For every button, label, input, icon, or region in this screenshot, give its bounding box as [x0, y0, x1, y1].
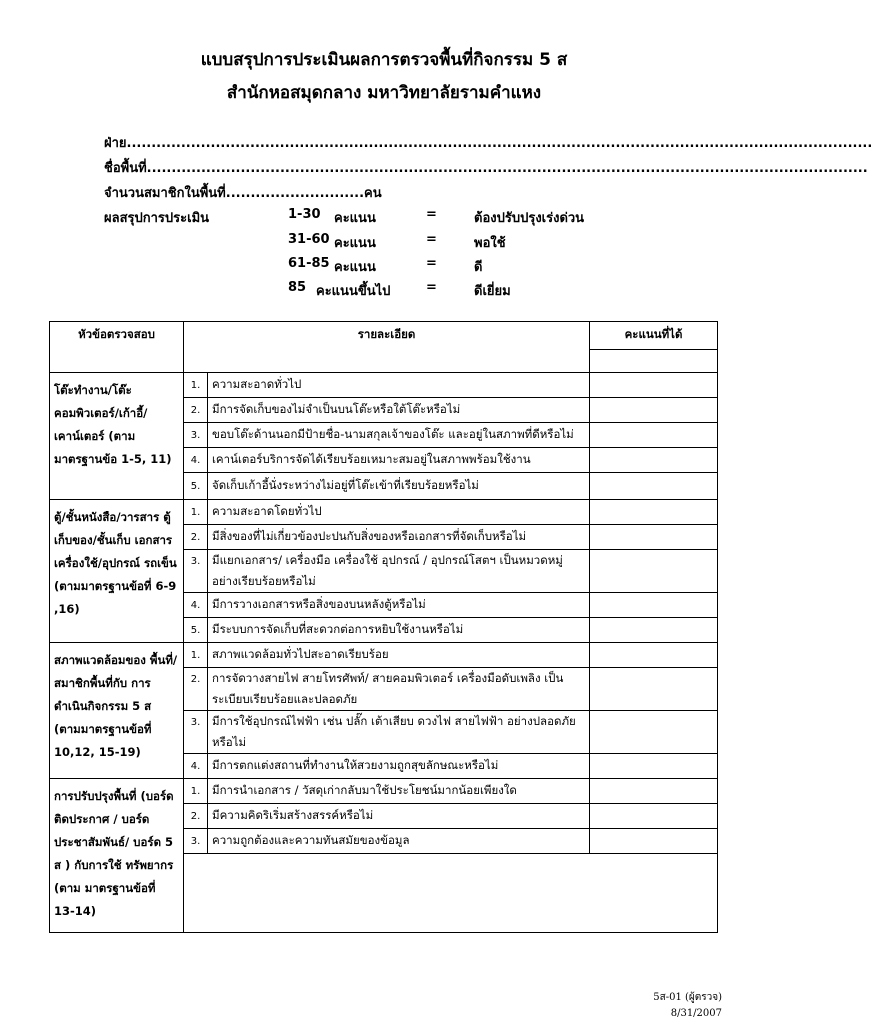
item-text: มีการใช้อุปกรณ์ไฟฟ้า เช่น ปลั๊ก เต้าเสียบ ดวงไฟ สายไฟฟ้า อย่างปลอดภัย หรือไม่: [208, 711, 590, 754]
score-cell[interactable]: [590, 711, 718, 754]
score-cell[interactable]: [590, 668, 718, 711]
score-cell[interactable]: [590, 618, 718, 643]
score-cell[interactable]: [590, 473, 718, 500]
score-eq: =: [426, 256, 437, 271]
score-eq: =: [426, 232, 437, 247]
evaluation-table: [49, 321, 718, 933]
score-unit: คะแนน: [334, 236, 376, 251]
score-range: 85: [288, 280, 307, 295]
item-text: ความสะอาดโดยทั่วไป: [208, 500, 590, 525]
score-range: 61-85: [288, 256, 330, 271]
item-number: 4.: [184, 448, 208, 473]
score-cell[interactable]: [590, 373, 718, 398]
score-cell[interactable]: [590, 500, 718, 525]
item-number: 1.: [184, 500, 208, 525]
item-number: 3.: [184, 829, 208, 854]
header-topic: หัวข้อตรวจสอบ: [50, 322, 184, 373]
item-text: มีการวางเอกสารหรือสิ่งของบนหลังตู้หรือไม่: [208, 593, 590, 618]
score-unit: คะแนนขึ้นไป: [316, 284, 391, 299]
score-cell[interactable]: [590, 829, 718, 854]
section-topic: ตู้/ชั้นหนังสือ/วารสาร ตู้เก็บของ/ชั้นเก็บ เอกสาร เครื่องใช้/อุปกรณ์ รถเข็น (ตามมาตรฐานข้อที่ 6-9 ,16): [50, 500, 184, 643]
score-cell[interactable]: [590, 804, 718, 829]
score-cell[interactable]: [590, 550, 718, 593]
item-number: 2.: [184, 804, 208, 829]
item-text: มีการจัดเก็บของไม่จำเป็นบนโต๊ะหรือใต้โต๊ะหรือไม่: [208, 398, 590, 423]
score-cell[interactable]: [590, 525, 718, 550]
form-date: 8/31/2007: [670, 1008, 722, 1019]
score-range: 31-60: [288, 232, 330, 247]
item-text: มีสิ่งของที่ไม่เกี่ยวข้องปะปนกับสิ่งของหรือเอกสารที่จัดเก็บหรือไม่: [208, 525, 590, 550]
page-subtitle: สำนักหอสมุดกลาง มหาวิทยาลัยรามคำแหง: [226, 83, 542, 103]
item-text: การจัดวางสายไฟ สายโทรศัพท์/ สายคอมพิวเตอร์ เครื่องมือดับเพลิง เป็นระเบียบเรียบร้อยและปลอดภัย: [208, 668, 590, 711]
item-text: มีระบบการจัดเก็บที่สะดวกต่อการหยิบใช้งานหรือไม่: [208, 618, 590, 643]
score-meaning: ดี: [474, 260, 483, 275]
score-unit: คะแนน: [334, 211, 376, 226]
item-text: สภาพแวดล้อมทั่วไปสะอาดเรียบร้อย: [208, 643, 590, 668]
item-number: 4.: [184, 593, 208, 618]
page-title: แบบสรุปการประเมินผลการตรวจพื้นที่กิจกรรม 5 ส: [200, 50, 568, 70]
header-score: คะแนนที่ได้: [590, 322, 718, 350]
members-field: จำนวนสมาชิกในพื้นที่............................คน: [104, 186, 382, 201]
item-text: มีความคิดริเริ่มสร้างสรรค์หรือไม่: [208, 804, 590, 829]
item-number: 4.: [184, 754, 208, 779]
score-cell[interactable]: [590, 643, 718, 668]
item-number: 3.: [184, 550, 208, 593]
item-number: 2.: [184, 525, 208, 550]
section-topic: สภาพแวดล้อมของ พื้นที่/ สมาชิกพื้นที่กับ การดำเนินกิจกรรม 5 ส (ตามมาตรฐานข้อที่ 10,12, 15-19): [50, 643, 184, 779]
item-text: มีการนำเอกสาร / วัสดุเก่ากลับมาใช้ประโยชน์มากน้อยเพียงใด: [208, 779, 590, 804]
item-number: 2.: [184, 398, 208, 423]
item-number: 5.: [184, 618, 208, 643]
form-code: 5ส-01 (ผู้ตรวจ): [653, 992, 722, 1003]
score-meaning: พอใช้: [474, 236, 506, 251]
score-eq: =: [426, 207, 437, 222]
score-cell[interactable]: [590, 448, 718, 473]
item-text: ความสะอาดทั่วไป: [208, 373, 590, 398]
score-cell[interactable]: [590, 423, 718, 448]
item-number: 1.: [184, 643, 208, 668]
item-number: 5.: [184, 473, 208, 500]
item-text: จัดเก็บเก้าอี้นั่งระหว่างไม่อยู่ที่โต๊ะเข้าที่เรียบร้อยหรือไม่: [208, 473, 590, 500]
item-number: 1.: [184, 373, 208, 398]
score-cell[interactable]: [590, 398, 718, 423]
score-eq: =: [426, 280, 437, 295]
section-topic: การปรับปรุงพื้นที่ (บอร์ดติดประกาศ / บอร์ดประชาสัมพันธ์/ บอร์ด 5 ส ) กับการใช้ ทรัพยากร (ตาม มาตรฐานข้อที่ 13-14): [50, 779, 184, 933]
header-detail: รายละเอียด: [184, 322, 590, 373]
department-field: ฝ่าย.......................................................................................................................................................: [104, 136, 872, 151]
score-meaning: ต้องปรับปรุงเร่งด่วน: [474, 211, 585, 226]
item-text: มีแยกเอกสาร/ เครื่องมือ เครื่องใช้ อุปกรณ์ / อุปกรณ์โสตฯ เป็นหมวดหมู่ อย่างเรียบร้อยหรือไม่: [208, 550, 590, 593]
score-cell[interactable]: [590, 349, 718, 372]
score-range: 1-30: [288, 207, 321, 222]
item-number: 2.: [184, 668, 208, 711]
section-topic: โต๊ะทำงาน/โต๊ะ คอมพิวเตอร์/เก้าอี้/ เคาน์เตอร์ (ตามมาตรฐานข้อ 1-5, 11): [50, 373, 184, 500]
score-cell[interactable]: [590, 754, 718, 779]
score-cell[interactable]: [590, 593, 718, 618]
item-text: ความถูกต้องและความทันสมัยของข้อมูล: [208, 829, 590, 854]
item-number: 3.: [184, 711, 208, 754]
score-unit: คะแนน: [334, 260, 376, 275]
result-label: ผลสรุปการประเมิน: [104, 211, 210, 226]
item-text: เคาน์เตอร์บริการจัดได้เรียบร้อยเหมาะสมอยู่ในสภาพพร้อมใช้งาน: [208, 448, 590, 473]
item-text: ขอบโต๊ะด้านนอกมีป้ายชื่อ-นามสกุลเจ้าของโต๊ะ และอยู่ในสภาพที่ดีหรือไม่: [208, 423, 590, 448]
item-text: มีการตกแต่งสถานที่ทำงานให้สวยงามถูกสุขลักษณะหรือไม่: [208, 754, 590, 779]
score-meaning: ดีเยี่ยม: [474, 284, 511, 299]
item-number: 3.: [184, 423, 208, 448]
item-number: 1.: [184, 779, 208, 804]
notes-cell[interactable]: [184, 854, 718, 933]
area-name-field: ชื่อพื้นที่..................................................................................................................................................: [104, 161, 868, 176]
score-cell[interactable]: [590, 779, 718, 804]
